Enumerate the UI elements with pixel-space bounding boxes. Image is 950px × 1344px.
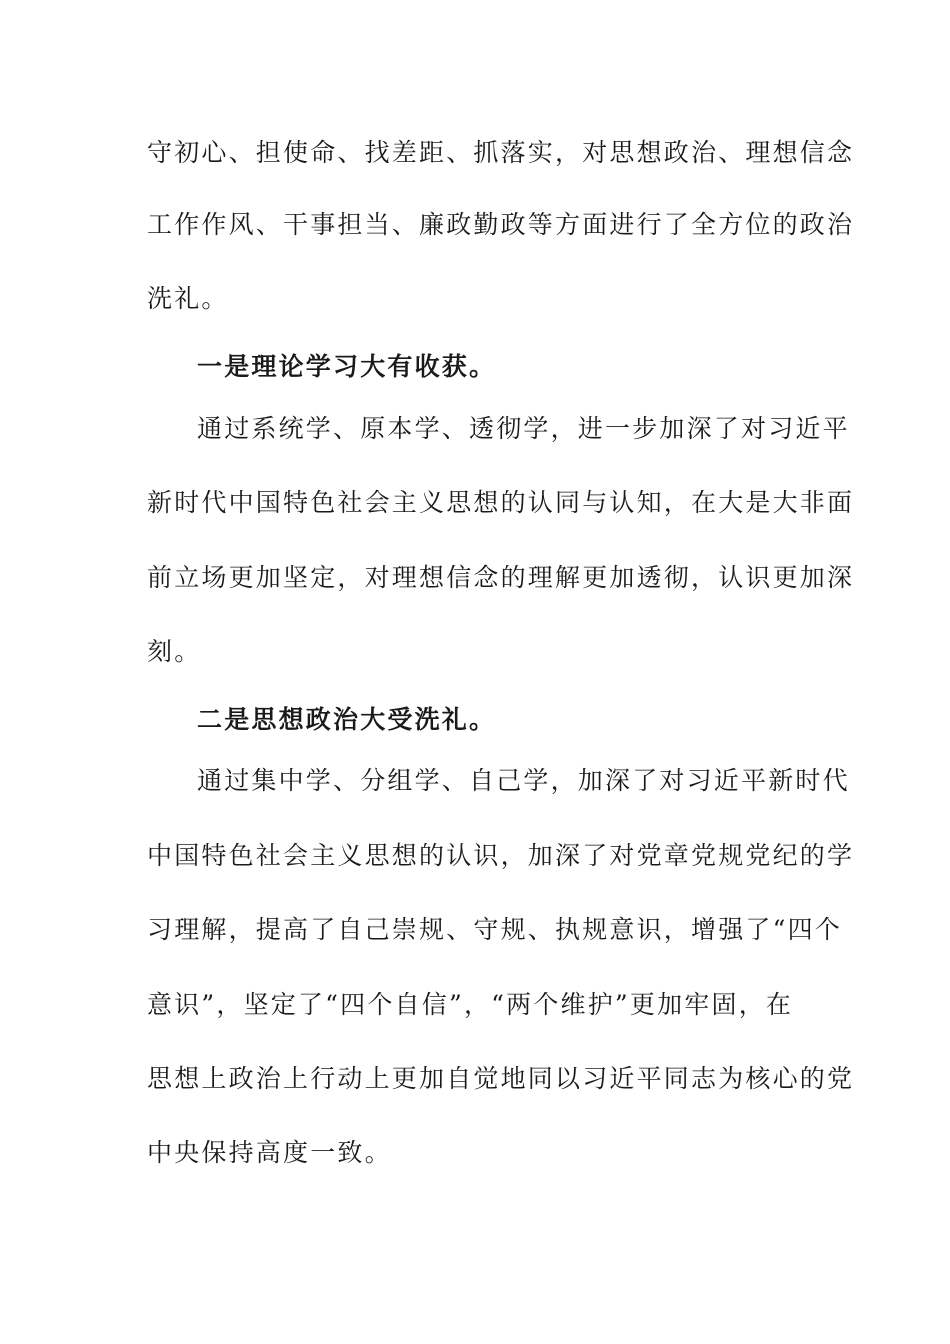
paragraph-line: 前立场更加坚定，对理想信念的理解更加透彻，认识更加深: [147, 563, 855, 592]
paragraph-line: 洗礼。: [147, 284, 229, 313]
paragraph-line: 中国特色社会主义思想的认识，加深了对党章党规党纪的学: [147, 841, 855, 870]
paragraph-line: 守初心、担使命、找差距、抓落实，对思想政治、理想信念: [147, 138, 855, 167]
section-heading: 二是思想政治大受洗礼。: [197, 705, 497, 734]
paragraph-line: 中央保持高度一致。: [147, 1138, 392, 1167]
paragraph-line: 工作作风、干事担当、廉政勤政等方面进行了全方位的政治: [147, 210, 855, 239]
paragraph-line: 意识”，坚定了“四个自信”，“两个维护”更加牢固，在: [147, 990, 794, 1019]
paragraph-line: 习理解，提高了自己崇规、守规、执规意识，增强了“四个: [147, 915, 842, 944]
paragraph-line: 新时代中国特色社会主义思想的认同与认知，在大是大非面: [147, 488, 855, 517]
paragraph-line: 刻。: [147, 637, 202, 666]
paragraph-line: 通过集中学、分组学、自己学，加深了对习近平新时代: [197, 766, 850, 795]
paragraph-line: 通过系统学、原本学、透彻学，进一步加深了对习近平: [197, 414, 850, 443]
paragraph-line: 思想上政治上行动上更加自觉地同以习近平同志为核心的党: [147, 1064, 855, 1093]
section-heading: 一是理论学习大有收获。: [197, 352, 497, 381]
